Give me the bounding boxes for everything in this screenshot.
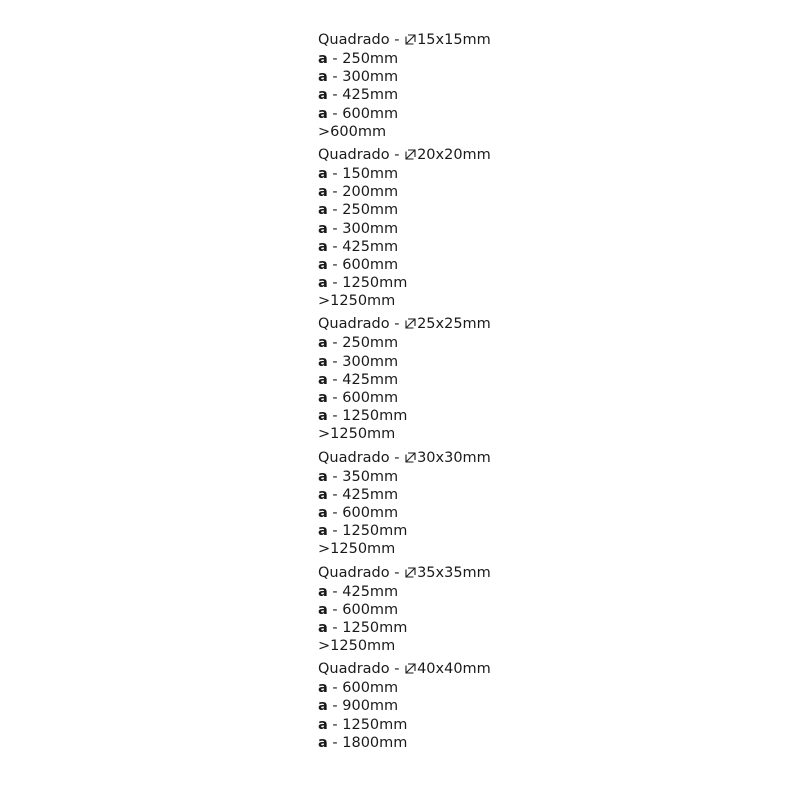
- list-item: [318, 274, 738, 292]
- heading-prefix: Quadrado -: [318, 564, 405, 581]
- item-separator: -: [327, 69, 343, 86]
- item-variable: a: [318, 583, 328, 600]
- item-value: 300mm: [342, 69, 399, 86]
- item-value: >1250mm: [318, 541, 396, 558]
- heading-prefix: Quadrado -: [318, 449, 405, 466]
- item-separator: -: [327, 275, 343, 292]
- list-item: [318, 637, 738, 655]
- item-variable: a: [318, 202, 328, 219]
- item-variable: a: [318, 390, 328, 406]
- item-value: >1250mm: [318, 293, 396, 310]
- item-variable: a: [318, 716, 328, 733]
- item-separator: -: [327, 468, 343, 485]
- item-variable: a: [318, 256, 328, 273]
- item-value: 300mm: [342, 353, 399, 370]
- item-value: 600mm: [342, 504, 399, 521]
- list-item: [318, 256, 738, 274]
- list-item: [318, 165, 738, 183]
- item-value: 600mm: [342, 680, 399, 697]
- item-separator: -: [327, 390, 343, 406]
- item-separator: -: [327, 486, 343, 503]
- item-variable: a: [318, 165, 328, 182]
- item-value: 425mm: [342, 583, 399, 600]
- item-variable: a: [318, 486, 328, 503]
- item-variable: a: [318, 523, 328, 540]
- list-item: [318, 238, 738, 256]
- item-value: 350mm: [342, 468, 399, 485]
- item-value: 1800mm: [342, 734, 408, 751]
- heading-size: 20x20mm: [417, 146, 491, 163]
- spec-group: [318, 659, 738, 752]
- item-value: 600mm: [342, 390, 399, 406]
- item-value: 600mm: [342, 105, 399, 122]
- item-value: 1250mm: [342, 523, 408, 540]
- list-item: [318, 183, 738, 201]
- list-item: [318, 468, 738, 486]
- item-separator: -: [327, 220, 343, 237]
- item-variable: a: [318, 408, 328, 425]
- item-variable: a: [318, 353, 328, 370]
- list-item: [318, 292, 738, 310]
- item-separator: -: [327, 51, 343, 67]
- list-item: [318, 105, 738, 123]
- item-variable: a: [318, 734, 328, 751]
- item-variable: a: [318, 184, 328, 201]
- item-separator: -: [327, 105, 343, 122]
- list-item: [318, 425, 738, 443]
- item-separator: -: [327, 619, 343, 636]
- item-separator: -: [327, 256, 343, 273]
- item-separator: -: [327, 408, 343, 425]
- list-item: [318, 334, 738, 352]
- item-value: 250mm: [342, 51, 399, 67]
- item-variable: a: [318, 105, 328, 122]
- item-variable: a: [318, 504, 328, 521]
- item-separator: -: [327, 583, 343, 600]
- square-diameter-icon: [405, 567, 416, 578]
- item-variable: a: [318, 51, 328, 67]
- group-heading: [318, 314, 738, 334]
- spec-group: [318, 145, 738, 311]
- item-value: 300mm: [342, 220, 399, 237]
- item-value: 425mm: [342, 486, 399, 503]
- square-diameter-icon: [405, 452, 416, 463]
- item-separator: -: [327, 184, 343, 201]
- item-value: >1250mm: [318, 426, 396, 443]
- group-heading: [318, 563, 738, 583]
- list-item: [318, 504, 738, 522]
- list-item: [318, 716, 738, 734]
- square-diameter-icon: [405, 318, 416, 329]
- group-heading: [318, 30, 738, 50]
- item-value: 900mm: [342, 698, 399, 715]
- heading-prefix: Quadrado -: [318, 146, 405, 163]
- list-item: [318, 601, 738, 619]
- list-item: [318, 220, 738, 238]
- item-value: 1250mm: [342, 408, 408, 425]
- list-item: [318, 734, 738, 752]
- list-item: [318, 522, 738, 540]
- item-value: 200mm: [342, 184, 399, 201]
- item-variable: a: [318, 680, 328, 697]
- square-diameter-icon: [405, 663, 416, 674]
- list-item: [318, 679, 738, 697]
- item-separator: -: [327, 680, 343, 697]
- spec-group: [318, 30, 738, 141]
- item-separator: -: [327, 504, 343, 521]
- item-variable: a: [318, 238, 328, 255]
- item-variable: a: [318, 69, 328, 86]
- item-variable: a: [318, 87, 328, 104]
- item-separator: -: [327, 698, 343, 715]
- group-heading: [318, 659, 738, 679]
- spec-group: [318, 448, 738, 559]
- item-value: 1250mm: [342, 619, 408, 636]
- item-value: 150mm: [342, 165, 399, 182]
- heading-size: 25x25mm: [417, 316, 491, 333]
- item-variable: a: [318, 601, 328, 618]
- item-value: 425mm: [342, 238, 399, 255]
- item-value: >600mm: [318, 123, 387, 140]
- item-value: 250mm: [342, 335, 399, 352]
- list-item: [318, 371, 738, 389]
- heading-size: 40x40mm: [417, 661, 491, 678]
- item-separator: -: [327, 238, 343, 255]
- item-separator: -: [327, 202, 343, 219]
- item-value: 425mm: [342, 371, 399, 388]
- item-variable: a: [318, 371, 328, 388]
- item-value: 600mm: [342, 601, 399, 618]
- list-item: [318, 486, 738, 504]
- list-item: [318, 68, 738, 86]
- item-separator: -: [327, 716, 343, 733]
- list-item: [318, 407, 738, 425]
- list-item: [318, 50, 738, 68]
- item-separator: -: [327, 371, 343, 388]
- square-diameter-icon: [405, 34, 416, 45]
- item-separator: -: [327, 335, 343, 352]
- spec-group: [318, 563, 738, 656]
- item-variable: a: [318, 335, 328, 352]
- item-separator: -: [327, 523, 343, 540]
- list-item: [318, 86, 738, 104]
- list-item: [318, 201, 738, 219]
- item-separator: -: [327, 734, 343, 751]
- item-variable: a: [318, 698, 328, 715]
- item-separator: -: [327, 601, 343, 618]
- group-heading: [318, 448, 738, 468]
- item-variable: a: [318, 275, 328, 292]
- item-variable: a: [318, 468, 328, 485]
- spec-group: [318, 314, 738, 443]
- heading-prefix: Quadrado -: [318, 316, 405, 333]
- list-item: [318, 540, 738, 558]
- item-value: 1250mm: [342, 275, 408, 292]
- list-item: [318, 123, 738, 141]
- heading-size: 30x30mm: [417, 449, 491, 466]
- item-separator: -: [327, 87, 343, 104]
- group-heading: [318, 145, 738, 165]
- heading-prefix: Quadrado -: [318, 32, 405, 48]
- item-value: 250mm: [342, 202, 399, 219]
- item-value: 1250mm: [342, 716, 408, 733]
- item-value: 600mm: [342, 256, 399, 273]
- item-variable: a: [318, 619, 328, 636]
- list-item: [318, 353, 738, 371]
- item-variable: a: [318, 220, 328, 237]
- spec-list: [318, 30, 738, 752]
- square-diameter-icon: [405, 149, 416, 160]
- list-item: [318, 389, 738, 407]
- heading-prefix: Quadrado -: [318, 661, 405, 678]
- heading-size: 35x35mm: [417, 564, 491, 581]
- list-item: [318, 697, 738, 715]
- heading-size: 15x15mm: [417, 32, 491, 48]
- item-value: 425mm: [342, 87, 399, 104]
- list-item: [318, 583, 738, 601]
- item-separator: -: [327, 165, 343, 182]
- item-separator: -: [327, 353, 343, 370]
- list-item: [318, 619, 738, 637]
- item-value: >1250mm: [318, 638, 396, 655]
